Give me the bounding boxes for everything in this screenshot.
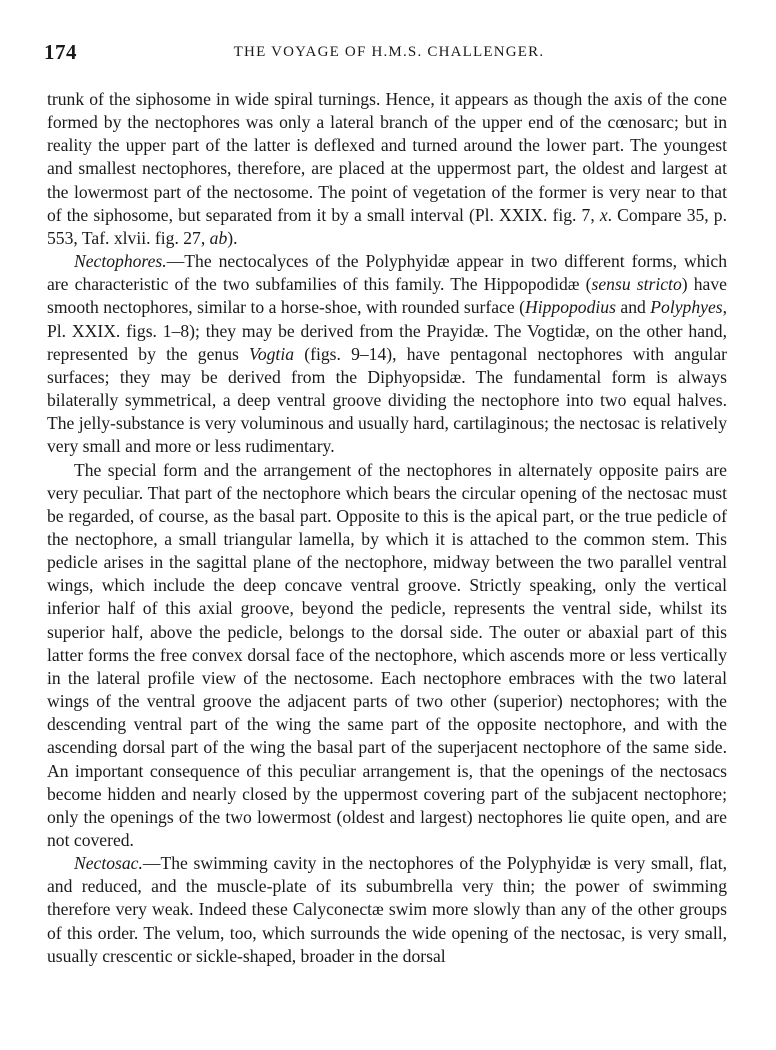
- page-header: [44, 40, 734, 70]
- page-number: 174: [44, 40, 77, 64]
- running-title: THE VOYAGE OF H.M.S. CHALLENGER.: [233, 44, 545, 60]
- italic-run: sensu stricto: [591, 274, 682, 295]
- text-run: (figs. 9–14), have pentagonal nectophores with angular surfaces; they may be derived from the Diphyopsidæ. The fundamental form is always bilaterally symmetrical, a deep ventral groove dividing the nectophore into two equal halves. The jelly-substance is very voluminous and usually hard, cartilaginous; the nectosac is relatively very small and more or less rudimentary.: [47, 343, 727, 457]
- text-run: and: [615, 297, 651, 318]
- paragraph-p2: [47, 250, 727, 458]
- italic-run: Nectosac.: [74, 853, 143, 874]
- text-run: The special form and the arrangement of the nectophores in alternately opposite pairs are very peculiar. That part of the nectophore which bears the circular opening of the nectosac must be regarded, of course, as the basal part. Opposite to this is the apical part, or the true pedicle of the nectophore, a small triangular lamella, by which it is attached to the common stem. This pedicle arises in the sagittal plane of the nectophore, midway between the two parallel ventral wings, which include the deep concave ventral groove. Strictly speaking, only the vertical inferior half of this axial groove, beyond the pedicle, represents the ventral side, whilst its superior half, above the pedicle, belongs to the dorsal side. The outer or abaxial part of this latter forms the free convex dorsal face of the nectophore, which ascends more or less vertically in the lateral profile view of the nectosome. Each nectophore embraces with the two lateral wings of the ventral groove the adjacent parts of two other (superior) nectophores; with the descending ventral part of the wing the same part of the opposite nectophore, and with the ascending dorsal part of the wing the basal part of the superjacent nectophore of the same side. An important consequence of this peculiar arrangement is, that the openings of the nectosacs become hidden and nearly closed by the uppermost covering part of the subjacent nectophore; only the openings of the two lowermost (oldest and largest) nectophores lie quite open, and are not covered.: [47, 459, 727, 850]
- paragraph-p1: [47, 88, 727, 250]
- text-run: . Compare 35, p. 553, Taf. xlvii. fig. 27,: [47, 204, 727, 248]
- paragraph-p3: [47, 459, 727, 853]
- text-run: , Pl. XXIX. figs. 1–8); they may be derived from the Prayidæ. The Vogtidæ, on the other hand, represented by the genus: [47, 297, 728, 364]
- italic-run: Hippopodius: [525, 297, 616, 318]
- italic-run: Polyphyes: [650, 297, 723, 318]
- italic-run: x: [599, 204, 608, 225]
- body-text: [47, 88, 727, 968]
- italic-run: ab: [209, 227, 228, 248]
- paragraph-p4: [47, 852, 727, 968]
- italic-run: Vogtia: [249, 343, 295, 364]
- text-run: —The swimming cavity in the nectophores of the Polyphyidæ is very small, flat, and reduced, and the muscle-plate of its subumbrella very thin; the power of swimming therefore very weak. Indeed these Calyconectæ swim more slowly than any of the other groups of this order. The velum, too, which surrounds the wide opening of the nectosac, is very small, usually crescentic or sickle-shaped, broader in the dorsal: [47, 853, 727, 966]
- italic-run: Nectophores.: [74, 251, 167, 272]
- text-run: ) have smooth nectophores, similar to a horse-shoe, with rounded surface (: [47, 274, 727, 318]
- text-run: trunk of the siphosome in wide spiral turnings. Hence, it appears as though the axis of the cone formed by the nectophores was only a lateral branch of the upper end of the cœnosarc; but in reality the upper part of the latter is deflexed and turned around the lower part. The youngest and smallest nectophores, therefore, are placed at the uppermost part, the oldest and largest at the lowermost part of the nectosome. The point of vegetation of the former is very near to that of the siphosome, but separated from it by a small interval (Pl. XXIX. fig. 7,: [47, 89, 727, 225]
- text-run: —The nectocalyces of the Polyphyidæ appear in two different forms, which are characteristic of the two subfamilies of this family. The Hippopodidæ (: [47, 251, 727, 295]
- text-run: ).: [227, 227, 238, 248]
